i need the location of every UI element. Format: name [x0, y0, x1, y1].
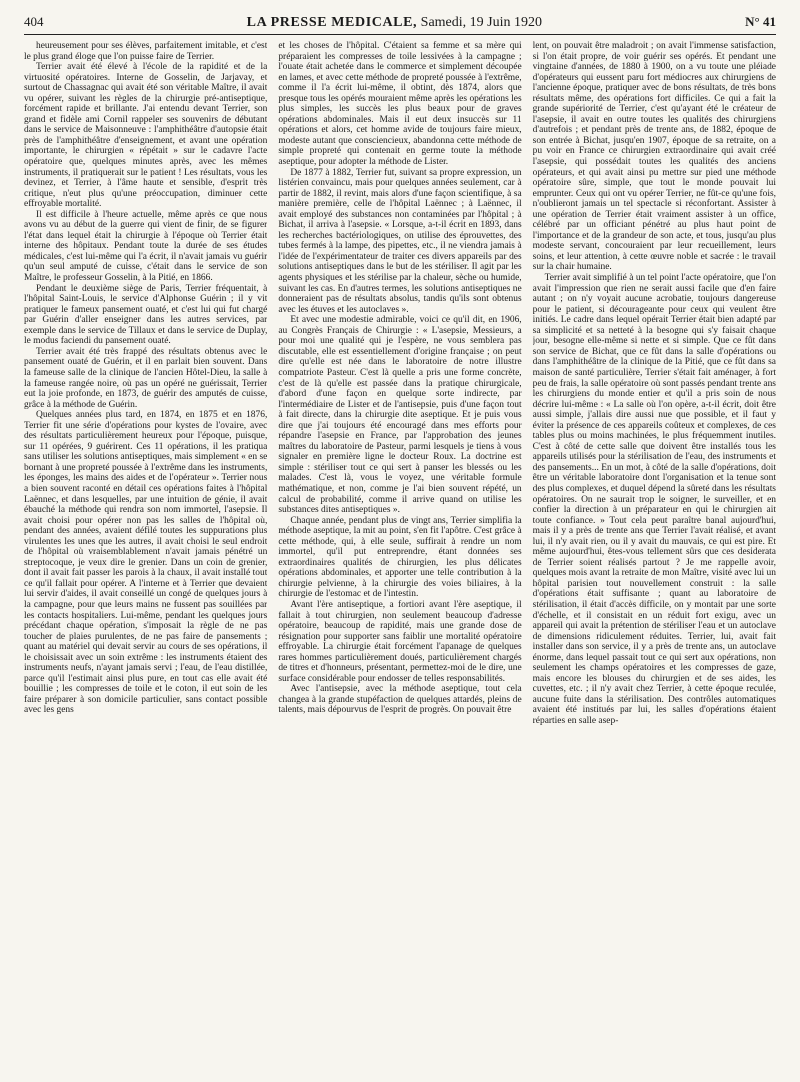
paragraph: lent, on pouvait être maladroit ; on avait l'immense satisfaction, si l'on était propre, de voir guérir ses opérés. Et pendant une vingtaine d'années, de 1880 à 1900, on a vu toute une pléiade d'opérateurs qui eussent paru fort médiocres aux chirurgiens de l'ancienne époque, pratiquer avec de bons résultats, de très bons résultats même, des opérations fort difficiles. Ce qui a fait la grande supériorité de Terrier, c'est qu'ayant été le créateur de l'asepsie, il avait en outre toutes les qualités des chirurgiens d'autrefois ; et pendant près de trente ans, de 1882, époque de son entrée à Bichat, jusqu'en 1907, époque de sa retraite, on a pu voir en France ce chirurgien extraordinaire qui avait créé l'asepsie, qui possédait toutes les qualités des anciens opérateurs, et qui avait ainsi pu mettre sur pied une méthode opératoire sûre, simple, que tout le monde pouvait lui emprunter. Ceux qui ont vu opérer Terrier, ne fût-ce qu'une fois, n'oublieront jamais un tel spectacle si réconfortant. Assister à une opération de Terrier était vraiment assister à un office, célébré par un officiant pénétré au plus haut point de l'importance et de la grandeur de son acte, et tous, jusqu'au plus modeste servant, concouraient par leur recueillement, leurs soins, et leur attention, à cette œuvre noble et sacrée : le travail sur la chair humaine.: [532, 41, 776, 273]
issue-number: N° 41: [745, 14, 776, 29]
page-header: [24, 14, 776, 35]
paragraph: et les choses de l'hôpital. C'étaient sa femme et sa mère qui préparaient les compresses de toile lessivées à la campagne ; l'ouate était achetée dans le commerce et simplement découpée en lames, et avec cette méthode de propreté poussée à l'extrême, comme il l'a écrit lui-même, il obtint, dès 1874, alors que presque tous les opérés mouraient même après les opérations les plus simples, les succès les plus beaux pour de graves opérations abdominales. Mais il eut deux insuccès sur 11 opérations et alors, cet homme avide de toujours faire mieux, modeste autant que consciencieux, abandonna cette méthode de simple propreté qui contenait en germe toute la méthode aseptique, pour adopter la méthode de Lister.: [278, 41, 522, 168]
paragraph: Pendant le deuxième siège de Paris, Terrier fréquentait, à l'hôpital Saint-Louis, le service d'Alphonse Guérin ; il y vit pratiquer le fameux pansement ouaté, et c'est lui qui fut chargé par Guérin d'aller enseigner dans les autres services, par exemple dans le service de Tillaux et dans le service de Duplay, le modus faciendi du pansement ouaté.: [24, 283, 268, 347]
paragraph: Terrier avait été très frappé des résultats obtenus avec le pansement ouaté de Guérin, et il en parlait bien souvent. Dans la fameuse salle de la clinique de l'ancien Hôtel-Dieu, la salle à la fameuse rangée noire, où pas un opéré ne guérissait, Terrier eut la joie profonde, en 1873, de guérir des amputés de cuisse, grâce à la méthode de Guérin.: [24, 346, 268, 410]
paragraph: Quelques années plus tard, en 1874, en 1875 et en 1876, Terrier fit une série d'opérations pour kystes de l'ovaire, avec des résultats particulièrement heureux pour l'époque, puisque, sur 11 opérées, 9 guérirent. Ces 11 opérations, il les pratiqua sans utiliser les solutions antiseptiques, mais simplement « en se bornant à une propreté poussée à l'extrême dans les instruments, les éponges, les mains des aides et de l'opérateur ». Terrier nous a bien souvent raconté en détail ces opérations faites à l'hôpital Laënnec, et dans lesquelles, par une intuition de génie, il avait ébauché la méthode qui rendra son nom immortel, l'asepsie. Il avait choisi pour opérer non pas les salles de l'hôpital où, pendant des années, avaient défilé toutes les suppurations plus virulentes les unes que les autres, il avait choisi le seul endroit de l'hôpital où vraisemblablement n'avait jamais pénétré un streptocoque, je veux dire le grenier. Dans un coin de grenier, dont il avait fait passer les parois à la chaux, il avait installé tout ce qu'il fallait pour opérer. A l'interne et à Terrier que devaient lui servir d'aides, il avait conseillé un congé de quelques jours à la campagne, pour que leurs mains ne fussent pas souillées par les contacts hospitaliers. Lui-même, pendant les quelques jours précédant chaque opération, s'imposait la règle de ne pas toucher de plaies purulentes, de ne pas faire de pansements ; quant au matériel qui devait servir au cours de ses opérations, il le choisissait avec un soin extrême : les instruments étaient des instruments neufs, n'ayant jamais servi ; l'eau, de l'eau distillée, parce qu'il l'estimait ainsi plus pure, en tout cas elle avait été bouillie ; les compresses de toile et le coton, il eut soin de les faire préparer à son domicile particulier, sans contact possible avec les gens: [24, 410, 268, 716]
column-1: [24, 41, 267, 1071]
paragraph: Il est difficile à l'heure actuelle, même après ce que nous avons vu au début de la guerre qui vient de finir, de se figurer l'état dans lequel était la chirurgie à l'époque où Terrier était interne des hôpitaux. Pendant toute la durée de ses études médicales, c'est lui-même qui l'a écrit, il n'avait jamais vu guérir qu'un seul amputé de cuisse, c'était dans le service de son Maître, le professeur Gosselin, à la Pitié, en 1866.: [24, 209, 268, 284]
paragraph: Chaque année, pendant plus de vingt ans, Terrier simplifia la méthode aseptique, la mit au point, s'en fit l'apôtre. C'est grâce à cette méthode, qui, à elle seule, suffirait à rendre un nom immortel, qu'il put entreprendre, étant données ses extraordinaires qualités de chirurgien, les plus délicates opérations abdominales, et apporter une telle contribution à la chirurgie pelvienne, à la chirurgie des voies biliaires, à la chirurgie de l'estomac et de l'intestin.: [278, 515, 522, 600]
paragraph: Avec l'antisepsie, avec la méthode aseptique, tout cela changea à la grande stupéfaction de quelques attardés, pleins de talents, mais dépourvus de l'esprit de progrès. On pouvait être: [278, 684, 522, 716]
page-number: 404: [24, 14, 44, 29]
paragraph: De 1877 à 1882, Terrier fut, suivant sa propre expression, un listérien convaincu, mais pour quelques années seulement, car à partir de 1882, il revint, mais alors d'une façon scientifique, à sa manière première, celle de l'hôpital Laënnec ; à Laënnec, il avait employé des substances non contaminées par l'hôpital ; à Bichat, il arriva à l'asepsie. « Lorsque, a-t-il écrit en 1893, dans les recherches bactériologiques, on utilise des éprouvettes, des tubes fermés à la lampe, des pipettes, etc., il ne viendra jamais à l'idée de l'expérimentateur de traiter ces divers appareils par des solutions antiseptiques dans le but de les stériliser. Il agit par les agents physiques et les stérilise par la chaleur, sèche ou humide, suivant les cas. En d'autres termes, les solutions antiseptiques ne donneraient pas de résultats absolus, tandis qu'ils sont obtenus avec les étuves et les autoclaves ».: [278, 167, 522, 315]
masthead: [247, 15, 542, 31]
paragraph: Avant l'ère antiseptique, a fortiori avant l'ère aseptique, il fallait à tout chirurgien, non seulement beaucoup d'adresse opératoire, beaucoup de rapidité, mais une grande dose de résignation pour supporter sans faiblir une mortalité opératoire effroyable. La chirurgie était forcément l'apanage de quelques rares hommes particulièrement doués, particulièrement chargés de titres et d'honneurs, présentant, permettez-moi de le dire, une surface considérable pour endosser de telles responsabilités.: [278, 599, 522, 684]
paragraph: Et avec une modestie admirable, voici ce qu'il dit, en 1906, au Congrès Français de Chirurgie : « L'asepsie, Messieurs, a pour moi une qualité qui je l'espère, ne vous semblera pas discutable, elle est essentiellement d'origine française ; on peut dire qu'elle est née dans le laboratoire de notre illustre compatriote Pasteur. C'est là quelle a pris une forme concrète, c'est de là qu'elle est passée dans la pratique chirurgicale, d'abord d'une façon en quelque sorte indirecte, par l'intermédiaire de Lister et de l'antisepsie, puis d'une façon tout à fait directe, dans la chirurgie dite aseptique. Et je puis vous dire que j'ai toujours été encouragé dans mes efforts pour répandre l'asepsie en France, par l'approbation des jeunes maîtres du laboratoire de Pasteur, parmi lesquels je tiens à vous signaler en première ligne le docteur Roux. La doctrine est simple : stériliser tout ce qui sert à panser les blessés ou les malades. C'est là, vous le voyez, une véritable formule mathématique, et non, comme je l'ai bien souvent répété, un calcul de probabilité, comme il arrive quand on utilise les substances dites antiseptiques ».: [278, 315, 522, 516]
journal-title: LA PRESSE MEDICALE,: [246, 15, 418, 30]
paragraph: Terrier avait simplifié à un tel point l'acte opératoire, que l'on avait l'impression que rien ne serait aussi facile que d'en faire autant ; on n'y voyait aucune acrobatie, toujours dangereuse pour le patient, si décourageante pour ceux qui veulent être initiés. Le cadre dans lequel opérait Terrier était bien adapté par sa simplicité et sa netteté à la besogne qui s'y faisait chaque jour, besogne elle-même si nette et si simple. Que ce fût dans son service de Bichat, que ce fût dans la salle d'opérations ou dans l'amphithéâtre de la clinique de la Pitié, que ce fût dans sa maison de santé particulière, Terrier s'était fait aménager, à fort peu de frais, la salle opératoire où sont passés pendant trente ans les chirurgiens du monde entier et qu'il a pris soin de nous décrire lui-même : « La salle où l'on opère, a-t-il écrit, doit être aussi simple, j'allais dire aussi nue que possible, et il faut y éviter la présence de ces appareils coûteux et complexes, de ces tables plus ou moins machinées, le plus fréquemment inutiles. C'est à côté de cette salle que doivent être installés tous les appareils utilisés pour la stérilisation de l'eau, des instruments et des pansements... En un mot, à côté de la salle d'opérations, doit être un véritable laboratoire dont l'organisation et la tenue sont des plus complexes, et duquel dépend la sûreté dans les résultats opératoires. On ne saurait trop le soigner, le surveiller, et en confier la direction à un préparateur en qui le chirurgien ait toute confiance. » Tout cela peut paraître banal aujourd'hui, mais il y a près de trente ans que Terrier l'avait réalisé, et avant lui, il n'y avait rien, ou il y avait du mauvais, ce qui est pire. Et même aujourd'hui, êtes-vous tellement sûrs que ces desiderata de Terrier soient réalisés partout ? Je me rappelle avoir, quelques mois avant la retraite de mon Maître, visité avec lui un hôpital parisien tout nouvellement construit : la salle d'opérations était suffisante ; quant au laboratoire de stérilisation, il était d'accès difficile, on y montait par une sorte d'échelle, et il consistait en un réduit fort exigu, avec un appareil qui avait la prétention de stériliser l'eau et un autoclave de dimensions ridiculement réduites. Terrier, lui, avait fait installer dans son service, il y a près de trente ans, un autoclave énorme, dans lequel passait tout ce qui sert aux opérations, non seulement les champs opératoires et les compresses de gaze, mais encore les blouses du chirurgien et de ses aides, les cuvettes, etc. ; il n'y avait chez Terrier, à cette époque reculée, aucune fuite dans la stérilisation. Des contrôles automatiques avaient été institués par lui, les salles d'opérations étaient réparties en salle asep-: [532, 273, 776, 726]
column-3: [533, 41, 776, 1071]
issue-date: Samedi, 19 Juin 1920: [420, 15, 542, 30]
article-columns: [24, 41, 776, 1071]
column-2: [278, 41, 521, 1071]
paragraph: Terrier avait été élevé à l'école de la rapidité et de la virtuosité opératoires. Interne de Gosselin, de Jarjavay, et surtout de Chassagnac qui avait été son véritable Maître, il avait vu opérer, suivant les règles de la chirurgie pré-antiseptique, forcément rapide et brillante. J'ai entendu devant Terrier, son grand et fidèle ami Cornil rappeler ses souvenirs de débutant dans le service de Maisonneuve : l'amphithéâtre d'autopsie était près de l'amphithéâtre d'enseignement, et avant une opération importante, le chirurgien « répétait » sur le cadavre l'acte opératoire que, quelques minutes après, avec les mêmes instruments, il pratiquerait sur le patient ! Les résultats, vous les devinez, et Terrier, à l'âme haute et sensible, d'esprit très critique, n'eut plus qu'une préoccupation, diminuer cette effroyable mortalité.: [24, 62, 268, 210]
paragraph: heureusement pour ses élèves, parfaitement imitable, et c'est le plus grand éloge que l'on puisse faire de Terrier.: [24, 41, 268, 62]
